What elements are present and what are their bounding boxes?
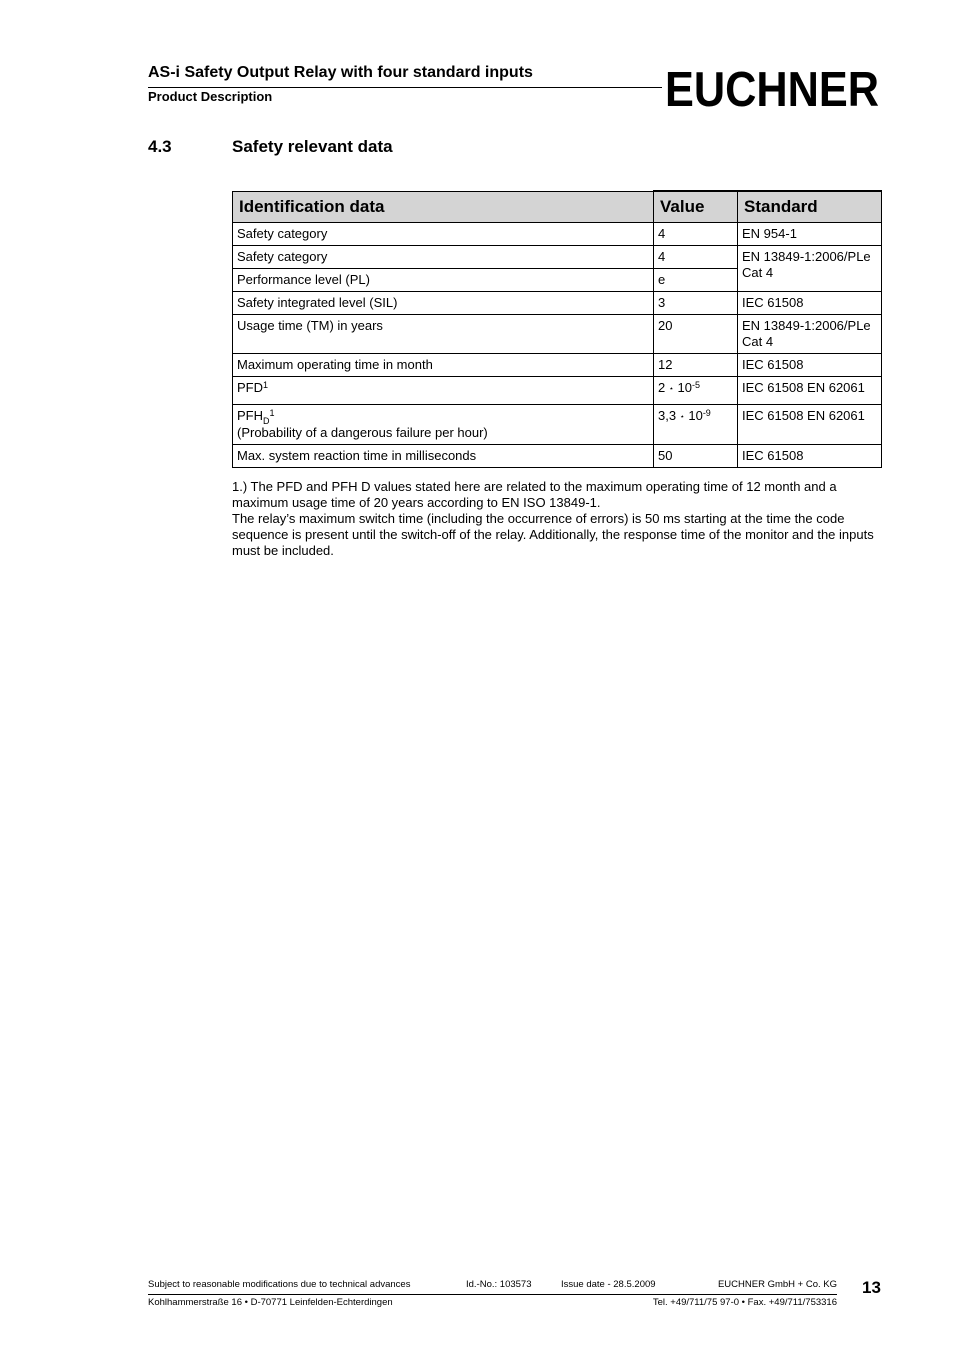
- table-row: [233, 354, 882, 377]
- row-standard: EN 13849-1:2006/PLe Cat 4: [738, 315, 882, 354]
- table-row: [233, 445, 882, 468]
- row-value: 20: [654, 315, 738, 354]
- table-row: [233, 405, 882, 445]
- logo-text: EUCHNER: [665, 63, 879, 117]
- row-label: [233, 377, 654, 405]
- footer-contact: Tel. +49/711/75 97-0 • Fax. +49/711/753316: [652, 1297, 837, 1308]
- footer-id-number: Id.-No.: 103573: [466, 1279, 532, 1290]
- table-row: [233, 315, 882, 354]
- header-divider: [148, 87, 662, 88]
- pfd-label: PFD: [237, 380, 263, 395]
- row-value: 4: [654, 223, 738, 246]
- section-number: 4.3: [148, 137, 172, 156]
- table-row: [233, 246, 882, 269]
- table-row: [233, 223, 882, 246]
- row-label: Safety integrated level (SIL): [233, 292, 654, 315]
- table-row: [233, 292, 882, 315]
- row-standard: IEC 61508: [738, 292, 882, 315]
- pfh-label: PFH: [237, 408, 263, 423]
- row-label: $PFH_D^1$ (Probability of a dangerous failure per hour): [233, 405, 654, 445]
- footnote-text: 1.) The PFD and PFH D values stated here are related to the maximum operating time of 12 month and a maximum usage time of 20 years according to EN ISO 13849-1.: [232, 479, 837, 510]
- footer-issue-date: Issue date - 28.5.2009: [561, 1279, 656, 1290]
- footer-company: EUCHNER GmbH + Co. KG: [717, 1279, 837, 1290]
- row-standard: IEC 61508: [738, 354, 882, 377]
- row-value: 4: [654, 246, 738, 269]
- row-standard: IEC 61508 EN 62061: [738, 377, 882, 405]
- table-row: [233, 377, 882, 405]
- row-label: Performance level (PL): [233, 269, 654, 292]
- switch-time-note: The relay’s maximum switch time (including the occurrence of errors) is 50 ms starting at the time the code sequence is present until the switch-off of the relay. Additionally, the response time of the monitor and the inputs must be included.: [232, 511, 874, 558]
- row-value: 3: [654, 292, 738, 315]
- row-standard: IEC 61508 EN 62061: [738, 405, 882, 445]
- row-value: 50: [654, 445, 738, 468]
- row-value: 3,3 ⋆ $10^{-9}$: [654, 405, 738, 445]
- row-standard: IEC 61508: [738, 445, 882, 468]
- footer-divider: [148, 1294, 837, 1295]
- pfh-description: (Probability of a dangerous failure per hour): [237, 425, 488, 440]
- euchner-logo: [664, 61, 880, 117]
- row-label: Maximum operating time in month: [233, 354, 654, 377]
- row-standard: EN 954-1: [738, 223, 882, 246]
- column-header-identification: Identification data: [233, 191, 654, 223]
- footer-address: Kohlhammerstraße 16 • D-70771 Leinfelden-Echterdingen: [148, 1297, 393, 1308]
- document-title: AS-i Safety Output Relay with four standard inputs: [148, 64, 533, 81]
- row-label: Safety category: [233, 223, 654, 246]
- row-label: Max. system reaction time in milliseconds: [233, 445, 654, 468]
- row-label: Safety category: [233, 246, 654, 269]
- page-number: 13: [862, 1278, 881, 1297]
- document-subtitle: Product Description: [148, 89, 273, 104]
- column-header-value: Value: [654, 191, 738, 223]
- footer-disclaimer: Subject to reasonable modifications due to technical advances: [148, 1279, 411, 1290]
- row-label: Usage time (TM) in years: [233, 315, 654, 354]
- column-header-standard: Standard: [738, 191, 882, 223]
- safety-data-table: [232, 190, 882, 468]
- row-value: 2 ⋆ $10^{-5}$: [654, 377, 738, 405]
- footnote-ref: 1: [263, 380, 269, 390]
- table-header-row: [233, 191, 882, 223]
- row-value: e: [654, 269, 738, 292]
- footnote: [232, 479, 882, 559]
- row-value: 12: [654, 354, 738, 377]
- footnote-ref: 1: [269, 408, 275, 418]
- section-title: Safety relevant data: [232, 137, 393, 156]
- row-standard: EN 13849-1:2006/PLe Cat 4: [738, 246, 882, 292]
